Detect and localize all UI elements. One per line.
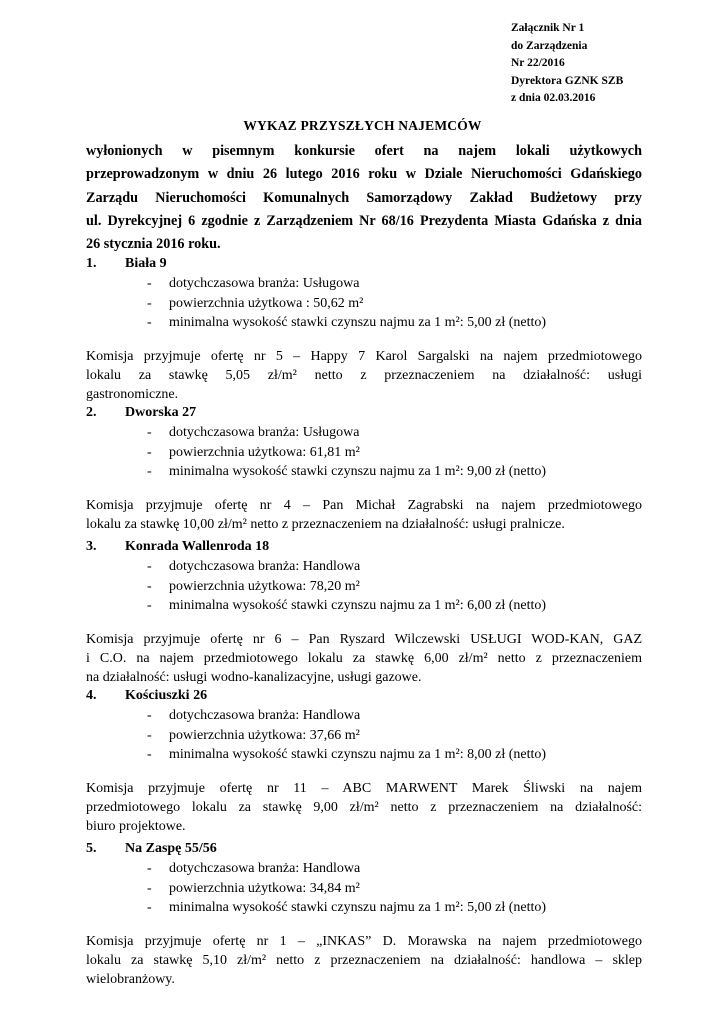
section-address: Konrada Wallenroda 18	[125, 539, 270, 554]
bullet-item: - minimalna wysokość stawki czynszu najmu za 1 m²: 5,00 zł (netto)	[147, 315, 547, 331]
intro-line: Zarządu Nieruchomości Komunalnych Samorządowy Zakład Budżetowy przy	[86, 189, 642, 206]
section-heading	[86, 403, 642, 423]
bullet-text: minimalna wysokość stawki czynszu najmu za 1 m²: 9,00 zł (netto)	[169, 464, 547, 480]
bullet-item: - powierzchnia użytkowa : 50,62 m²	[147, 295, 364, 311]
bullet-list	[147, 557, 642, 616]
bullet-item: - minimalna wysokość stawki czynszu najmu za 1 m²: 8,00 zł (netto)	[147, 747, 547, 763]
section-biala-9	[86, 254, 642, 404]
bullet-item: - dotychczasowa branża: Usługowa	[147, 276, 360, 291]
decision-line: lokalu za stawkę 5,10 zł/m² netto z przeznaczeniem na działalność: handlowa – sklep	[86, 953, 642, 969]
bullet-list	[147, 423, 642, 482]
intro-line: przeprowadzonym w dniu 26 lutego 2016 roku w Dziale Nieruchomości Gdańskiego	[86, 166, 642, 183]
bullet-text: dotychczasowa branża: Handlowa	[169, 559, 361, 574]
section-address: Kościuszki 26	[125, 688, 208, 703]
section-dworska-27	[86, 403, 642, 534]
bullet-item: - dotychczasowa branża: Handlowa	[147, 559, 361, 574]
attachment-line: Dyrektora GZNK SZB	[511, 74, 624, 87]
bullet-text: minimalna wysokość stawki czynszu najmu za 1 m²: 5,00 zł (netto)	[169, 900, 547, 916]
bullet-item: - powierzchnia użytkowa: 61,81 m²	[147, 444, 360, 460]
decision-line: i C.O. na najem przedmiotowego lokalu za stawkę 6,00 zł/m² netto z przeznaczeniem	[86, 651, 642, 667]
intro-line: ul. Dyrekcyjnej 6 zgodnie z Zarządzeniem Nr 68/16 Prezydenta Miasta Gdańska z dnia	[86, 212, 642, 229]
attachment-line: Nr 22/2016	[511, 57, 565, 69]
decision-line: Komisja przyjmuje ofertę nr 11 – ABC MARWENT Marek Śliwski na najem	[86, 781, 642, 797]
section-kosciuszki-26	[86, 686, 642, 836]
section-address: Na Zaspę 55/56	[125, 841, 217, 856]
decision-paragraph	[86, 347, 642, 404]
section-heading	[86, 839, 642, 859]
decision-line: wielobranżowy.	[86, 972, 175, 988]
bullet-text: minimalna wysokość stawki czynszu najmu za 1 m²: 6,00 zł (netto)	[169, 598, 547, 614]
decision-line: na działalność: usługi wodno-kanalizacyjne, usługi gazowe.	[86, 670, 422, 686]
bullet-text: powierzchnia użytkowa: 34,84 m²	[169, 880, 360, 896]
bullet-item: - dotychczasowa branża: Handlowa	[147, 708, 361, 723]
attachment-line: do Zarządzenia	[511, 39, 588, 52]
decision-line: Komisja przyjmuje ofertę nr 4 – Pan Michał Zagrabski na najem przedmiotowego	[86, 498, 642, 514]
section-address: Dworska 27	[125, 405, 197, 420]
section-na-zaspe-55-56	[86, 839, 642, 989]
bullet-text: powierzchnia użytkowa : 50,62 m²	[169, 295, 364, 311]
section-heading	[86, 537, 642, 557]
decision-paragraph	[86, 496, 642, 534]
decision-line: Komisja przyjmuje ofertę nr 6 – Pan Ryszard Wilczewski USŁUGI WOD-KAN, GAZ	[86, 632, 642, 648]
decision-line: Komisja przyjmuje ofertę nr 5 – Happy 7 Karol Sargalski na najem przedmiotowego	[86, 349, 642, 365]
decision-paragraph	[86, 779, 642, 836]
bullet-text: powierzchnia użytkowa: 78,20 m²	[169, 578, 360, 594]
section-heading	[86, 686, 642, 706]
bullet-text: dotychczasowa branża: Usługowa	[169, 425, 360, 440]
bullet-item: - powierzchnia użytkowa: 34,84 m²	[147, 880, 360, 896]
intro-paragraph	[86, 140, 642, 256]
decision-line: lokalu za stawkę 10,00 zł/m² netto z przeznaczeniem na działalność: usługi pralnicze.	[86, 517, 565, 533]
document-title: WYKAZ PRZYSZŁYCH NAJEMCÓW	[243, 118, 482, 133]
bullet-item: - minimalna wysokość stawki czynszu najmu za 1 m²: 6,00 zł (netto)	[147, 598, 547, 614]
section-number: 1.	[86, 256, 97, 271]
bullet-text: powierzchnia użytkowa: 37,66 m²	[169, 727, 360, 743]
attachment-header	[511, 20, 623, 108]
section-heading	[86, 254, 642, 274]
section-number: 5.	[86, 841, 97, 856]
bullet-list	[147, 274, 642, 333]
section-konrada-wallenroda-18	[86, 537, 642, 687]
bullet-text: minimalna wysokość stawki czynszu najmu za 1 m²: 8,00 zł (netto)	[169, 747, 547, 763]
bullet-item: - dotychczasowa branża: Usługowa	[147, 425, 360, 440]
bullet-item: - powierzchnia użytkowa: 37,66 m²	[147, 727, 360, 743]
decision-line: gastronomiczne.	[86, 387, 179, 403]
bullet-text: minimalna wysokość stawki czynszu najmu za 1 m²: 5,00 zł (netto)	[169, 315, 547, 331]
bullet-list	[147, 706, 642, 765]
bullet-text: dotychczasowa branża: Handlowa	[169, 861, 361, 876]
intro-line: 26 stycznia 2016 roku.	[86, 236, 221, 253]
bullet-text: powierzchnia użytkowa: 61,81 m²	[169, 444, 360, 460]
attachment-line: z dnia 02.03.2016	[511, 92, 596, 104]
decision-line: biuro projektowe.	[86, 819, 186, 835]
attachment-line: Załącznik Nr 1	[511, 22, 585, 34]
section-number: 4.	[86, 688, 97, 703]
bullet-list	[147, 859, 642, 918]
section-address: Biała 9	[125, 256, 167, 271]
bullet-text: dotychczasowa branża: Usługowa	[169, 276, 360, 291]
section-number: 3.	[86, 539, 97, 554]
bullet-item: - powierzchnia użytkowa: 78,20 m²	[147, 578, 360, 594]
intro-line: wyłonionych w pisemnym konkursie ofert na najem lokali użytkowych	[86, 143, 642, 159]
bullet-item: - minimalna wysokość stawki czynszu najmu za 1 m²: 5,00 zł (netto)	[147, 900, 547, 916]
decision-line: przedmiotowego lokalu za stawkę 9,00 zł/m² netto z przeznaczeniem na działalność:	[86, 800, 642, 816]
bullet-item: - dotychczasowa branża: Handlowa	[147, 861, 361, 876]
decision-line: Komisja przyjmuje ofertę nr 1 – „INKAS” D. Morawska na najem przedmiotowego	[86, 934, 642, 950]
decision-paragraph	[86, 932, 642, 989]
bullet-text: dotychczasowa branża: Handlowa	[169, 708, 361, 723]
decision-line: lokalu za stawkę 5,05 zł/m² netto z przeznaczeniem na działalność: usługi	[86, 368, 642, 384]
section-number: 2.	[86, 405, 97, 420]
bullet-item: - minimalna wysokość stawki czynszu najmu za 1 m²: 9,00 zł (netto)	[147, 464, 547, 480]
decision-paragraph	[86, 630, 642, 687]
